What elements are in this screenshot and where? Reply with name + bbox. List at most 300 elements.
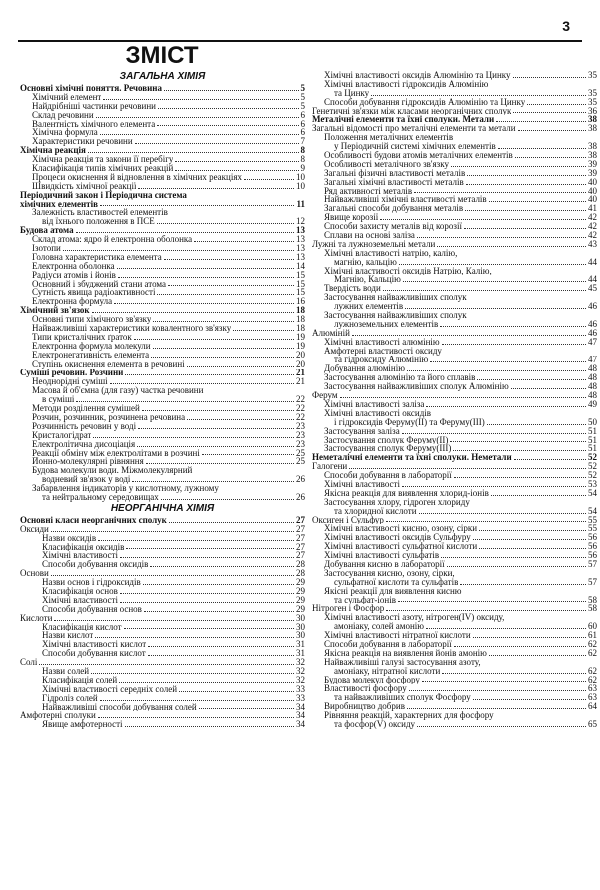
toc-entry	[20, 128, 305, 137]
dot-leader	[135, 143, 299, 144]
toc-entry	[20, 551, 305, 560]
toc-entry-title: Типи кристалічних ґраток	[32, 332, 132, 342]
dot-leader	[144, 611, 294, 612]
toc-entry-title: Особливості будови атомів металічних елементів	[324, 151, 513, 160]
toc-page-number: 19	[296, 341, 305, 351]
toc-entry	[312, 98, 597, 107]
dot-leader	[137, 446, 294, 447]
toc-page-number: 36	[588, 106, 597, 116]
toc-entry-title: Ряд активності металів	[324, 186, 413, 196]
dot-leader	[479, 530, 586, 531]
toc-entry	[312, 222, 597, 231]
toc-page-number: 6	[300, 119, 305, 129]
dot-leader	[491, 495, 586, 496]
toc-entry	[312, 702, 597, 711]
dot-leader	[150, 566, 294, 567]
toc-entry	[20, 440, 305, 449]
toc-entry-title: Хімічна реакція	[20, 146, 86, 156]
toc-entry	[312, 160, 597, 169]
toc-entry-title: Оксиген і Сульфур	[312, 515, 384, 525]
toc-entry	[20, 93, 305, 102]
dot-leader	[426, 628, 586, 629]
toc-page-number: 18	[296, 306, 305, 316]
toc-page-number: 29	[296, 586, 305, 596]
dot-leader	[124, 628, 294, 629]
toc-entry-title: Ізотопи	[32, 244, 61, 253]
toc-entry	[20, 694, 305, 703]
toc-entry	[312, 338, 597, 347]
dot-leader	[120, 602, 294, 603]
toc-page-number: 63	[588, 684, 597, 694]
dot-leader	[349, 468, 586, 469]
toc-entry-title: Амфотерні сполуки	[20, 711, 96, 721]
toc-entry	[20, 404, 305, 413]
toc-entry-title: Класифікація солей	[42, 675, 118, 685]
toc-entry	[20, 587, 305, 596]
toc-entry	[20, 271, 305, 280]
toc-entry	[20, 377, 305, 386]
dot-leader	[450, 441, 586, 442]
toc-entry	[20, 623, 305, 632]
toc-entry	[312, 667, 597, 676]
toc-page-number: 29	[296, 595, 305, 605]
toc-entry	[312, 89, 597, 98]
toc-entry	[20, 466, 305, 475]
toc-page-number: 64	[588, 702, 597, 712]
toc-entry-title: Сутність явища радіоактивності	[32, 288, 156, 298]
toc-entry-title: Солі	[20, 658, 38, 667]
toc-page-number: 29	[296, 578, 305, 587]
toc-page-number: 35	[588, 71, 597, 80]
dot-leader	[51, 531, 294, 532]
toc-right-column	[312, 71, 597, 729]
toc-page-number: 44	[588, 257, 597, 267]
dot-leader	[98, 540, 294, 541]
dot-leader	[454, 477, 586, 478]
toc-page-number: 57	[588, 559, 597, 569]
toc-entry-title: Положення металічних елементів	[324, 133, 454, 143]
toc-page-number: 29	[296, 604, 305, 614]
toc-entry-title: Склад атома: ядро й електронна оболонка	[32, 235, 193, 245]
dot-leader	[233, 330, 294, 331]
dot-leader	[386, 610, 586, 611]
toc-entry	[20, 569, 305, 578]
dot-leader	[398, 601, 586, 602]
toc-page-number: 13	[296, 226, 305, 236]
toc-page-number: 15	[296, 279, 305, 289]
toc-entry	[20, 369, 305, 378]
dot-leader	[100, 700, 294, 701]
dot-leader	[132, 481, 294, 482]
toc-page-number: 20	[296, 350, 305, 360]
toc-entry	[20, 525, 305, 534]
dot-leader	[194, 241, 294, 242]
toc-entry	[20, 516, 305, 525]
toc-entry	[20, 484, 305, 493]
dot-leader	[151, 357, 294, 358]
toc-entry-title: Назви кислот	[42, 631, 94, 641]
toc-page-number: 25	[296, 448, 305, 458]
toc-entry	[312, 249, 597, 258]
toc-page-number: 46	[588, 319, 597, 329]
dot-leader	[134, 339, 294, 340]
dot-leader	[120, 593, 294, 594]
dot-leader	[164, 90, 299, 91]
toc-page-number: 46	[588, 328, 597, 338]
toc-entry-title: Хімічний зв'язок	[20, 306, 90, 316]
toc-page-number: 42	[588, 231, 597, 240]
dot-leader	[498, 148, 586, 149]
dot-leader	[426, 406, 586, 407]
toc-page-number: 31	[296, 640, 305, 650]
toc-entry	[312, 124, 597, 133]
toc-entry	[20, 543, 305, 552]
toc-entry-title: Хімічні властивості	[42, 551, 118, 561]
dot-leader	[430, 361, 586, 362]
dot-leader	[496, 121, 586, 122]
toc-entry	[312, 462, 597, 471]
toc-entry-title: Виробництво добрив	[324, 702, 405, 712]
dot-leader	[125, 726, 294, 727]
toc-page-number: 26	[296, 475, 305, 485]
toc-entry-title: Найважливіші способи добування солей	[42, 702, 197, 712]
dot-leader	[489, 201, 586, 202]
dot-leader	[447, 566, 586, 567]
dot-leader	[422, 681, 586, 682]
toc-entry-title: Найдрібніші частинки речовини	[32, 101, 156, 111]
toc-page-number: 27	[296, 542, 305, 552]
toc-entry-title: Явище корозії	[324, 213, 379, 223]
toc-entry-title: Класифікація кислот	[42, 622, 122, 632]
dot-leader	[76, 232, 294, 233]
toc-entry-title: Основи	[20, 569, 49, 579]
dot-leader	[399, 264, 586, 265]
dot-leader	[513, 112, 586, 113]
toc-page-number: 62	[588, 640, 597, 649]
toc-entry-title: Застосування сполук Феруму(II)	[324, 435, 449, 445]
toc-entry	[312, 676, 597, 685]
toc-entry	[20, 386, 305, 395]
dot-leader	[148, 655, 294, 656]
toc-entry-title: Залежність властивостей елементів	[32, 208, 168, 218]
section-header: ЗАГАЛЬНА ХІМІЯ	[119, 71, 206, 82]
toc-entry-title: Хімічні властивості оксидів Сульфуру	[324, 533, 471, 543]
toc-entry	[312, 444, 597, 453]
dot-leader	[187, 366, 294, 367]
toc-entry	[312, 231, 597, 240]
toc-entry-title: Назви основ і гідроксидів	[42, 578, 141, 587]
dot-leader	[110, 383, 294, 384]
toc-page-number: 8	[300, 155, 305, 165]
toc-entry	[312, 373, 597, 382]
toc-page-number: 51	[588, 426, 597, 436]
toc-entry	[312, 649, 597, 658]
toc-entry-title: Будова молекули води. Міжмолекулярний	[32, 466, 193, 476]
toc-entry	[312, 356, 597, 365]
toc-page-number: 11	[296, 199, 305, 209]
toc-entry-title: Оксиди	[20, 524, 49, 534]
toc-page-number: 30	[296, 613, 305, 623]
toc-page-number: 10	[296, 172, 305, 182]
toc-entry-title: Класифікація оксидів	[42, 542, 125, 552]
toc-entry	[20, 226, 305, 235]
toc-page-number: 28	[296, 569, 305, 579]
toc-entry-title: Способи добування основ	[42, 604, 142, 614]
dot-leader	[473, 699, 586, 700]
toc-page-number: 32	[296, 675, 305, 685]
toc-entry-title: Класифікація типів хімічних реакцій	[32, 164, 174, 173]
toc-page-number: 27	[296, 551, 305, 561]
toc-entry-title: Радіуси атомів і йонів	[32, 270, 116, 280]
dot-leader	[386, 521, 586, 522]
toc-entry-title: Амфотерні властивості оксиду	[324, 346, 442, 356]
toc-page-number: 21	[296, 377, 305, 387]
toc-entry	[312, 71, 597, 80]
toc-entry	[312, 489, 597, 498]
toc-entry-title: Електронна формула	[32, 297, 113, 307]
toc-page-number: 25	[296, 457, 305, 467]
toc-page-number: 8	[300, 146, 305, 156]
toc-entry	[312, 631, 597, 640]
toc-page-number: 45	[588, 284, 597, 294]
toc-page-number: 23	[296, 421, 305, 431]
toc-page-number: 13	[296, 252, 305, 262]
toc-entry-title: Хімічні властивості кисню, озону, сірки	[324, 524, 478, 534]
toc-entry	[312, 213, 597, 222]
toc-entry	[312, 720, 597, 729]
toc-page-number: 54	[588, 506, 597, 516]
toc-entry	[312, 622, 597, 631]
toc-page-number: 13	[296, 244, 305, 253]
toc-entry-title: Склад речовини	[32, 110, 94, 120]
toc-entry-title: Хімічні властивості гідроксидів Алюмінію	[324, 79, 489, 89]
toc-page-number: 27	[296, 524, 305, 534]
toc-entry-title: Способи добування кислот	[42, 649, 146, 659]
toc-page-number: 50	[588, 417, 597, 427]
toc-entry-title: Сплави на основі заліза	[324, 231, 415, 240]
toc-entry-title: Неметалічні елементи та їхні сполуки. Неметали	[312, 453, 512, 463]
toc-page-number: 23	[296, 439, 305, 449]
toc-page-number: 42	[588, 222, 597, 232]
dot-leader	[146, 463, 294, 464]
dot-leader	[465, 210, 586, 211]
dot-leader	[118, 277, 294, 278]
toc-entry-title: Хімічні властивості сульфатної кислоти	[324, 542, 478, 552]
section-header: НЕОРГАНІЧНА ХІМІЯ	[110, 502, 215, 514]
toc-entry	[20, 711, 305, 720]
dot-leader	[437, 246, 586, 247]
toc-entry-title: Будова атома	[20, 226, 74, 236]
toc-entry	[20, 720, 305, 729]
toc-entry	[312, 400, 597, 409]
toc-entry-title: Генетичні зв'язки між класами неорганічних сполук	[312, 106, 512, 116]
toc-entry	[312, 133, 597, 142]
toc-page-number: 38	[588, 142, 597, 152]
toc-entry	[20, 253, 305, 262]
dot-leader	[441, 557, 586, 558]
toc-entry-title: Застосування найважливіших сполук	[324, 293, 467, 303]
toc-entry-title: Хімічні властивості азоту, нітроген(IV) оксиду,	[324, 613, 505, 623]
toc-page-number: 18	[296, 315, 305, 325]
toc-entry	[20, 137, 305, 146]
toc-page-number: 48	[588, 373, 597, 383]
toc-entry	[312, 711, 597, 720]
toc-entry	[20, 449, 305, 458]
toc-entry-title: Добування кисню в лабораторії	[324, 559, 445, 569]
toc-page-number: 27	[296, 515, 305, 525]
toc-entry-title: Основні типи хімічного зв'язку	[32, 315, 152, 325]
toc-entry-title: сульфатної кислоти та сульфатів	[334, 577, 459, 587]
toc-entry-title: Загальні фізичні властивості металів	[324, 168, 466, 178]
dot-leader	[148, 646, 294, 647]
toc-entry	[20, 111, 305, 120]
toc-entry	[20, 475, 305, 484]
toc-page-number: 9	[300, 164, 305, 173]
dot-leader	[51, 575, 294, 576]
dot-leader	[479, 548, 586, 549]
toc-entry-title: Способи добування в лабораторії	[324, 471, 452, 480]
toc-entry	[312, 578, 597, 587]
dot-leader	[352, 335, 586, 336]
toc-page-number: 56	[588, 551, 597, 560]
toc-entry	[312, 507, 597, 516]
toc-entry-title: Найважливіші галузі застосування азоту,	[324, 657, 481, 667]
toc-entry-title: Кристалогідрат	[32, 430, 92, 440]
toc-entry-title: Класифікація основ	[42, 586, 118, 596]
toc-entry-title: та фосфор(V) оксиду	[334, 720, 416, 729]
dot-leader	[515, 157, 586, 158]
dot-leader	[453, 450, 586, 451]
toc-entry-title: Алюміній	[312, 328, 350, 338]
dot-leader	[88, 152, 299, 153]
toc-page-number: 22	[296, 395, 305, 405]
toc-entry-title: Електролітична дисоціація	[32, 439, 136, 449]
toc-entry	[312, 320, 597, 329]
dot-leader	[454, 646, 586, 647]
toc-page-number: 34	[296, 702, 305, 712]
toc-entry	[312, 364, 597, 373]
toc-entry	[20, 395, 305, 404]
dot-leader	[153, 348, 294, 349]
toc-entry-title: Застосування найважливіших сполук Алюмінію	[324, 382, 509, 392]
toc-entry	[20, 342, 305, 351]
toc-page-number: 58	[588, 595, 597, 605]
dot-leader	[168, 285, 294, 286]
toc-page-number: 62	[588, 648, 597, 658]
toc-entry-title: Розчин, розчинник, розчинена речовина	[32, 412, 186, 422]
toc-entry-title: Хімічні властивості натрію, калію,	[324, 248, 458, 258]
toc-entry	[20, 306, 305, 315]
toc-entry-title: Характеристики речовини	[32, 137, 133, 147]
toc-entry	[312, 524, 597, 533]
toc-page-number: 35	[588, 88, 597, 98]
toc-entry-title: Якісна реакція на виявлення йонів амонію	[324, 648, 487, 658]
toc-entry-title: Нітроген і Фосфор	[312, 604, 385, 614]
dot-leader	[477, 379, 586, 380]
toc-entry-title: Найважливіші хімічні властивості металів	[324, 195, 487, 205]
toc-entry-title: Хімічні властивості середніх солей	[42, 684, 178, 694]
toc-entry-title: і гідроксидів Феруму(II) та Феруму(III)	[334, 417, 485, 427]
toc-entry-title: Реакції обміну між електролітами в розчині	[32, 448, 200, 458]
toc-entry-title: та Цинку	[334, 88, 370, 98]
dot-leader	[138, 188, 294, 189]
toc-entry	[20, 685, 305, 694]
toc-entry-title: Періодичний закон і Періодична система	[20, 190, 187, 200]
dot-leader	[405, 308, 586, 309]
toc-entry-title: Добування алюмінію	[324, 364, 405, 374]
toc-page-number: 53	[588, 479, 597, 489]
toc-page-number: 58	[588, 604, 597, 614]
dot-leader	[175, 170, 298, 171]
toc-page-number: 49	[588, 399, 597, 409]
toc-entry-title: Явище амфотерності	[42, 720, 123, 730]
toc-entry	[312, 195, 597, 204]
toc-entry-title: Електронна оболонка	[32, 261, 115, 271]
dot-leader	[244, 179, 294, 180]
toc-page-number: 42	[588, 213, 597, 223]
toc-entry	[312, 267, 597, 276]
toc-entry-title: Хімічні властивості заліза	[324, 399, 425, 409]
toc-entry	[20, 431, 305, 440]
toc-page-number: 65	[588, 720, 597, 729]
toc-entry	[312, 418, 597, 427]
toc-page-number: 57	[588, 577, 597, 587]
toc-entry-title: Неоднорідні суміші	[32, 377, 108, 387]
toc-entry	[20, 667, 305, 676]
toc-page-number: 16	[296, 297, 305, 307]
toc-entry	[312, 436, 597, 445]
toc-page-number: 30	[296, 622, 305, 632]
toc-entry	[20, 333, 305, 342]
dot-leader	[419, 513, 586, 514]
dot-leader	[93, 437, 294, 438]
toc-page-number: 47	[588, 337, 597, 347]
toc-entry	[312, 604, 597, 613]
toc-page-number: 22	[296, 404, 305, 413]
toc-page-number: 38	[588, 151, 597, 160]
page-number: 3	[562, 18, 570, 34]
toc-page-number: 6	[300, 128, 305, 138]
toc-page-number: 5	[300, 84, 305, 93]
toc-entry	[20, 578, 305, 587]
toc-entry	[20, 649, 305, 658]
toc-entry-title: Йонно-молекулярні рівняння	[32, 457, 144, 467]
toc-entry	[312, 329, 597, 338]
toc-entry-title: Властивості фосфору	[324, 684, 407, 694]
toc-page-number: 33	[296, 693, 305, 703]
dot-leader	[417, 237, 586, 238]
toc-page-number: 62	[588, 666, 597, 676]
dot-leader	[96, 117, 299, 118]
dot-leader	[92, 312, 294, 313]
dot-leader	[442, 673, 586, 674]
toc-entry-title: Назви солей	[42, 667, 90, 676]
toc-entry-title: Процеси окиснення й відновлення в хімічних реакціях	[32, 172, 242, 182]
toc-page-number: 52	[588, 471, 597, 480]
dot-leader	[157, 294, 294, 295]
toc-entry-title: Будова молекул фосфору	[324, 675, 420, 685]
dot-leader	[487, 424, 586, 425]
toc-entry	[312, 498, 597, 507]
toc-page-number: 46	[588, 302, 597, 312]
toc-page-number: 61	[588, 631, 597, 640]
dot-leader	[473, 637, 586, 638]
dot-leader	[119, 682, 294, 683]
dot-leader	[460, 584, 586, 585]
toc-entry	[20, 493, 305, 502]
dot-leader	[76, 401, 294, 402]
toc-page-number: 34	[296, 711, 305, 721]
